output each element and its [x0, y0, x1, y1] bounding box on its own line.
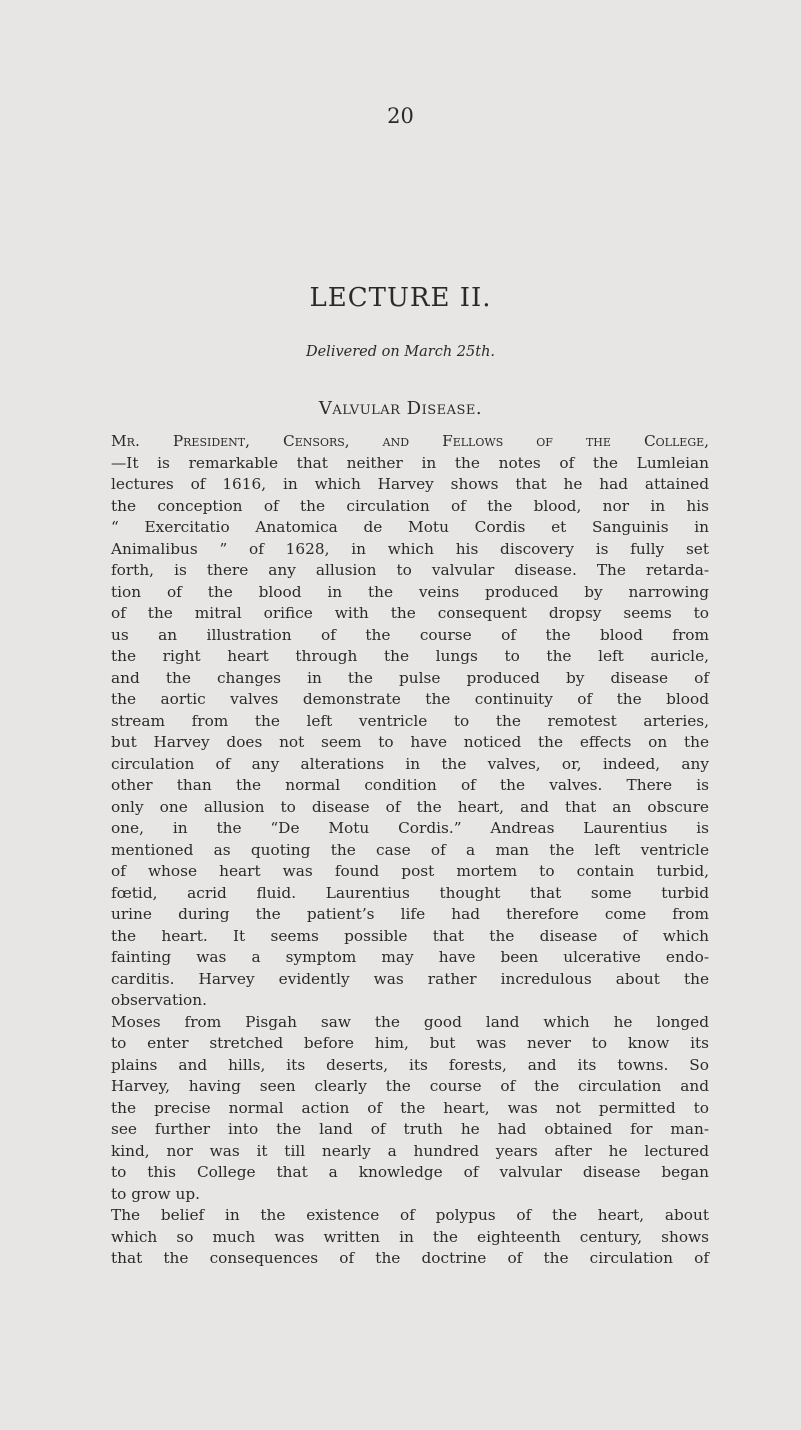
- text-line: us an illustration of the course of the blood from: [111, 625, 709, 644]
- page-number: 20: [387, 104, 414, 128]
- text-line: one, in the “De Motu Cordis.” Andreas Laurentius is: [111, 819, 709, 837]
- text-line: observation.: [111, 991, 207, 1009]
- text-line: and the changes in the pulse produced by disease of: [111, 668, 709, 687]
- text-line: see further into the land of truth he had obtained for man-: [111, 1120, 709, 1138]
- text-line: tion of the blood in the veins produced by narrowing: [111, 582, 709, 601]
- text-line: to grow up.: [111, 1184, 200, 1203]
- delivered-date: Delivered on March 25th.: [305, 344, 496, 360]
- text-line: stream from the left ventricle to the remotest arteries,: [111, 711, 709, 730]
- text-line: carditis. Harvey evidently was rather incredulous about the: [111, 969, 709, 988]
- text-line: the precise normal action of the heart, was not permitted to: [111, 1098, 709, 1117]
- text-line: kind, nor was it till nearly a hundred years after he lectured: [111, 1141, 709, 1160]
- text-line: The belief in the existence of polypus of the heart, about: [111, 1206, 709, 1224]
- text-line: circulation of any alterations in the valves, or, indeed, any: [111, 754, 709, 773]
- text-line: “ Exercitatio Anatomica de Motu Cordis et Sanguinis in: [111, 518, 709, 536]
- text-line: the heart. It seems possible that the disease of which: [111, 926, 709, 945]
- text-line: the conception of the circulation of the blood, nor in his: [111, 496, 709, 515]
- text-line: —It is remarkable that neither in the notes of the Lumleian: [111, 453, 709, 472]
- body-text: [111, 431, 709, 1270]
- text-line: plains and hills, its deserts, its forests, and its towns. So: [111, 1055, 709, 1074]
- text-line: Harvey, having seen clearly the course of the circulation and: [111, 1077, 709, 1095]
- section-heading: Valvular Disease.: [318, 398, 483, 419]
- text-line: to enter stretched before him, but was never to know its: [111, 1034, 709, 1052]
- text-line: urine during the patient’s life had therefore come from: [111, 905, 709, 923]
- text-line: fainting was a symptom may have been ulcerative endo-: [111, 948, 709, 966]
- text-line: other than the normal condition of the valves. There is: [111, 776, 709, 794]
- text-line: Animalibus ” of 1628, in which his discovery is fully set: [111, 539, 709, 558]
- text-line: fœtid, acrid fluid. Laurentius thought that some turbid: [111, 883, 709, 902]
- text-line: mentioned as quoting the case of a man the left ventricle: [111, 840, 709, 859]
- text-line: only one allusion to disease of the heart, and that an obscure: [111, 797, 709, 816]
- text-line: Mr. President, Censors, and Fellows of the College,: [111, 432, 709, 450]
- text-line: forth, is there any allusion to valvular disease. The retarda-: [111, 561, 709, 579]
- text-line: but Harvey does not seem to have noticed the effects on the: [111, 733, 709, 751]
- text-line: to this College that a knowledge of valvular disease began: [111, 1163, 709, 1181]
- text-line: of whose heart was found post mortem to contain turbid,: [111, 862, 709, 880]
- text-line: the right heart through the lungs to the left auricle,: [111, 647, 709, 665]
- text-line: the aortic valves demonstrate the continuity of the blood: [111, 690, 709, 708]
- text-line: lectures of 1616, in which Harvey shows that he had attained: [111, 475, 709, 493]
- text-line: of the mitral orifice with the consequent dropsy seems to: [111, 604, 709, 622]
- text-line: Moses from Pisgah saw the good land which he longed: [111, 1012, 709, 1031]
- text-line: that the consequences of the doctrine of the circulation of: [111, 1249, 709, 1267]
- text-line: which so much was written in the eighteenth century, shows: [111, 1227, 709, 1246]
- lecture-title: LECTURE II.: [309, 283, 492, 313]
